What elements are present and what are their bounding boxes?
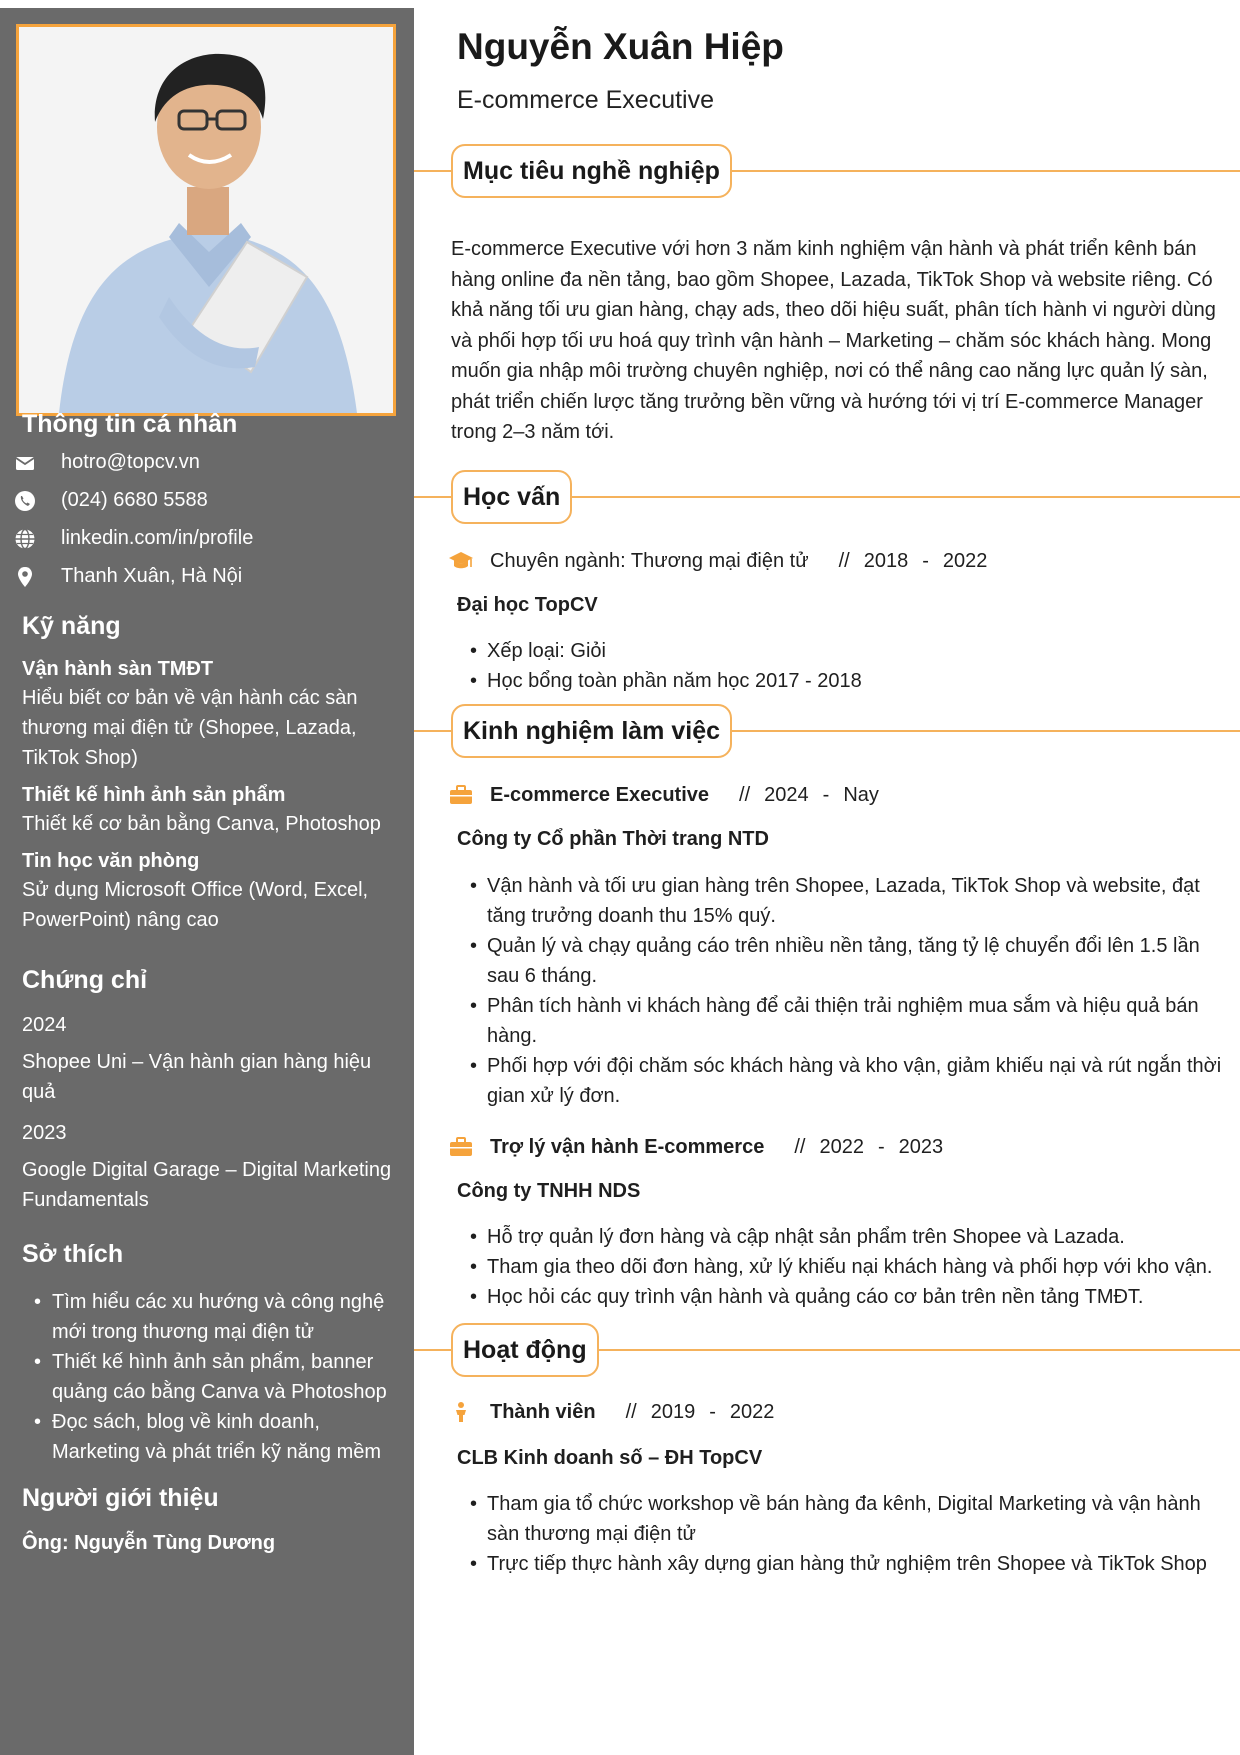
- contact-phone: [22, 487, 392, 525]
- skill-item: [22, 655, 392, 773]
- website-text[interactable]: linkedin.com/in/profile: [61, 527, 254, 549]
- education-end-year: 2022: [942, 550, 988, 572]
- date-dash: -: [922, 550, 929, 572]
- skill-name: Tin học văn phòng: [22, 850, 200, 872]
- address-text: Thanh Xuân, Hà Nội: [61, 565, 243, 587]
- skill-description: Sử dụng Microsoft Office (Word, Excel, PowerPoint) nâng cao: [22, 879, 369, 931]
- job-start-year: 2022: [819, 1136, 864, 1158]
- education-heading: Học vấn: [451, 470, 572, 524]
- experience-heading: Kinh nghiệm làm việc: [451, 704, 732, 758]
- person-icon: [449, 1401, 473, 1423]
- certificates-heading: Chứng chỉ: [22, 966, 148, 994]
- date-separator: //: [739, 784, 751, 806]
- activity-end-year: 2022: [729, 1401, 775, 1423]
- reference-heading: Người giới thiệu: [22, 1484, 219, 1512]
- job-bullet: • Phối hợp với đội chăm sóc khách hàng và kho vận, giảm khiếu nại và rút ngắn thời gian xử lý đơn.: [459, 1051, 1224, 1111]
- certificate-name: Google Digital Garage – Digital Marketing Fundamentals: [22, 1159, 392, 1211]
- job-end-year: Nay: [843, 784, 879, 806]
- job-end-year: 2023: [898, 1136, 944, 1158]
- skill-item: [22, 781, 392, 839]
- certificate-year: 2023: [22, 1122, 67, 1144]
- activity-organization: CLB Kinh doanh số – ĐH TopCV: [457, 1447, 763, 1469]
- date-separator: //: [794, 1136, 806, 1158]
- profile-photo: [16, 24, 396, 416]
- sidebar: [0, 8, 414, 1755]
- skills-section: [22, 612, 392, 935]
- certificate-name: Shopee Uni – Vận hành gian hàng hiệu quả: [22, 1051, 372, 1103]
- date-separator: //: [838, 550, 850, 572]
- personal-info-section: [22, 410, 392, 601]
- graduation-cap-icon: [449, 550, 473, 572]
- date-dash: -: [709, 1401, 716, 1423]
- objective-text: E-commerce Executive với hơn 3 năm kinh nghiệm vận hành và phát triển kênh bán hàng online đa nền tảng, bao gồm Shopee, Lazada, TikTok Shop và website riêng. Có khả năng tối ưu gian hàng, chạy ads, theo dõi hiệu suất, phân tích hành vi người dùng và phối hợp tối ưu hoá quy trình vận hành – Marketing – chăm sóc khách hàng. Mong muốn gia nhập môi trường chuyên nghiệp, nơi có thể nâng cao năng lực quản lý sàn, phát triển chiến lược tăng trưởng bền vững và hướng tới vị trí E-commerce Manager trong 2–3 năm tới.: [451, 238, 1216, 443]
- briefcase-icon: [449, 1136, 473, 1158]
- map-pin-icon: [14, 566, 36, 588]
- contact-email: [22, 449, 392, 487]
- job-responsibilities: [459, 871, 1224, 1111]
- hobby-item: • Thiết kế hình ảnh sản phẩm, banner quảng cáo bằng Canva và Photoshop: [22, 1347, 392, 1407]
- activity-details: [459, 1489, 1224, 1579]
- education-start-year: 2018: [863, 550, 909, 572]
- date-dash: -: [822, 784, 830, 806]
- education-major: Chuyên ngành: Thương mại điện tử: [490, 550, 809, 572]
- globe-icon: [14, 528, 36, 550]
- job-bullet: • Tham gia theo dõi đơn hàng, xử lý khiếu nại khách hàng và phối hợp với kho vận.: [459, 1252, 1224, 1282]
- job-bullet: • Hỗ trợ quản lý đơn hàng và cập nhật sản phẩm trên Shopee và Lazada.: [459, 1222, 1224, 1252]
- company-name: Công ty TNHH NDS: [457, 1180, 641, 1202]
- certificates-section: [22, 966, 392, 1215]
- activity-bullet: • Tham gia tổ chức workshop về bán hàng đa kênh, Digital Marketing và vận hành sàn thương mại điện tử: [459, 1489, 1224, 1549]
- hobby-item: • Đọc sách, blog về kinh doanh, Marketing và phát triển kỹ năng mềm: [22, 1407, 392, 1467]
- education-details: [459, 636, 1224, 696]
- school-name: Đại học TopCV: [457, 594, 598, 616]
- education-detail-item: • Xếp loại: Giỏi: [459, 636, 1224, 666]
- job-bullet: • Vận hành và tối ưu gian hàng trên Shopee, Lazada, TikTok Shop và website, đạt tăng trưởng doanh thu 15% quý.: [459, 871, 1224, 931]
- job-responsibilities: [459, 1222, 1224, 1312]
- reference-section: [22, 1484, 392, 1557]
- contact-address: [22, 563, 392, 601]
- date-dash: -: [877, 1136, 885, 1158]
- phone-text[interactable]: (024) 6680 5588: [61, 489, 208, 511]
- profile-photo-illustration: [19, 27, 393, 413]
- hobby-item: • Tìm hiểu các xu hướng và công nghệ mới trong thương mại điện tử: [22, 1287, 392, 1347]
- education-detail-item: • Học bổng toàn phần năm học 2017 - 2018: [459, 666, 1224, 696]
- date-separator: //: [625, 1401, 637, 1423]
- contact-website: [22, 525, 392, 563]
- candidate-name: Nguyễn Xuân Hiệp: [457, 26, 784, 67]
- activity-role: Thành viên: [490, 1401, 596, 1423]
- hobbies-heading: Sở thích: [22, 1240, 124, 1268]
- activity-start-year: 2019: [650, 1401, 696, 1423]
- job-title: E-commerce Executive: [490, 784, 710, 806]
- reference-name: Ông: Nguyễn Tùng Dương: [22, 1532, 276, 1554]
- personal-info-heading: Thông tin cá nhân: [22, 410, 238, 438]
- skills-heading: Kỹ năng: [22, 612, 121, 640]
- activities-heading: Hoạt động: [451, 1323, 599, 1377]
- certificate-year: 2024: [22, 1014, 67, 1036]
- skill-name: Thiết kế hình ảnh sản phẩm: [22, 784, 286, 806]
- job-bullet: • Phân tích hành vi khách hàng để cải thiện trải nghiệm mua sắm và hiệu quả bán hàng.: [459, 991, 1224, 1051]
- email-text[interactable]: hotro@topcv.vn: [61, 451, 200, 473]
- skill-description: Hiểu biết cơ bản về vận hành các sàn thương mại điện tử (Shopee, Lazada, TikTok Shop): [22, 687, 358, 769]
- company-name: Công ty Cổ phần Thời trang NTD: [457, 828, 769, 850]
- candidate-job-title: E-commerce Executive: [457, 86, 715, 114]
- skill-description: Thiết kế cơ bản bằng Canva, Photoshop: [22, 813, 381, 835]
- skill-name: Vận hành sàn TMĐT: [22, 658, 214, 680]
- briefcase-icon: [449, 784, 473, 806]
- job-bullet: • Học hỏi các quy trình vận hành và quảng cáo cơ bản trên nền tảng TMĐT.: [459, 1282, 1224, 1312]
- job-title: Trợ lý vận hành E-commerce: [490, 1136, 765, 1158]
- email-icon: [14, 452, 36, 474]
- skill-item: [22, 847, 392, 935]
- job-start-year: 2024: [764, 784, 809, 806]
- phone-icon: [14, 490, 36, 512]
- job-bullet: • Quản lý và chạy quảng cáo trên nhiều nền tảng, tăng tỷ lệ chuyển đổi lên 1.5 lần sau 6 tháng.: [459, 931, 1224, 991]
- objective-heading: Mục tiêu nghề nghiệp: [451, 144, 732, 198]
- activity-bullet: • Trực tiếp thực hành xây dựng gian hàng thử nghiệm trên Shopee và TikTok Shop: [459, 1549, 1224, 1579]
- hobbies-section: [22, 1240, 392, 1467]
